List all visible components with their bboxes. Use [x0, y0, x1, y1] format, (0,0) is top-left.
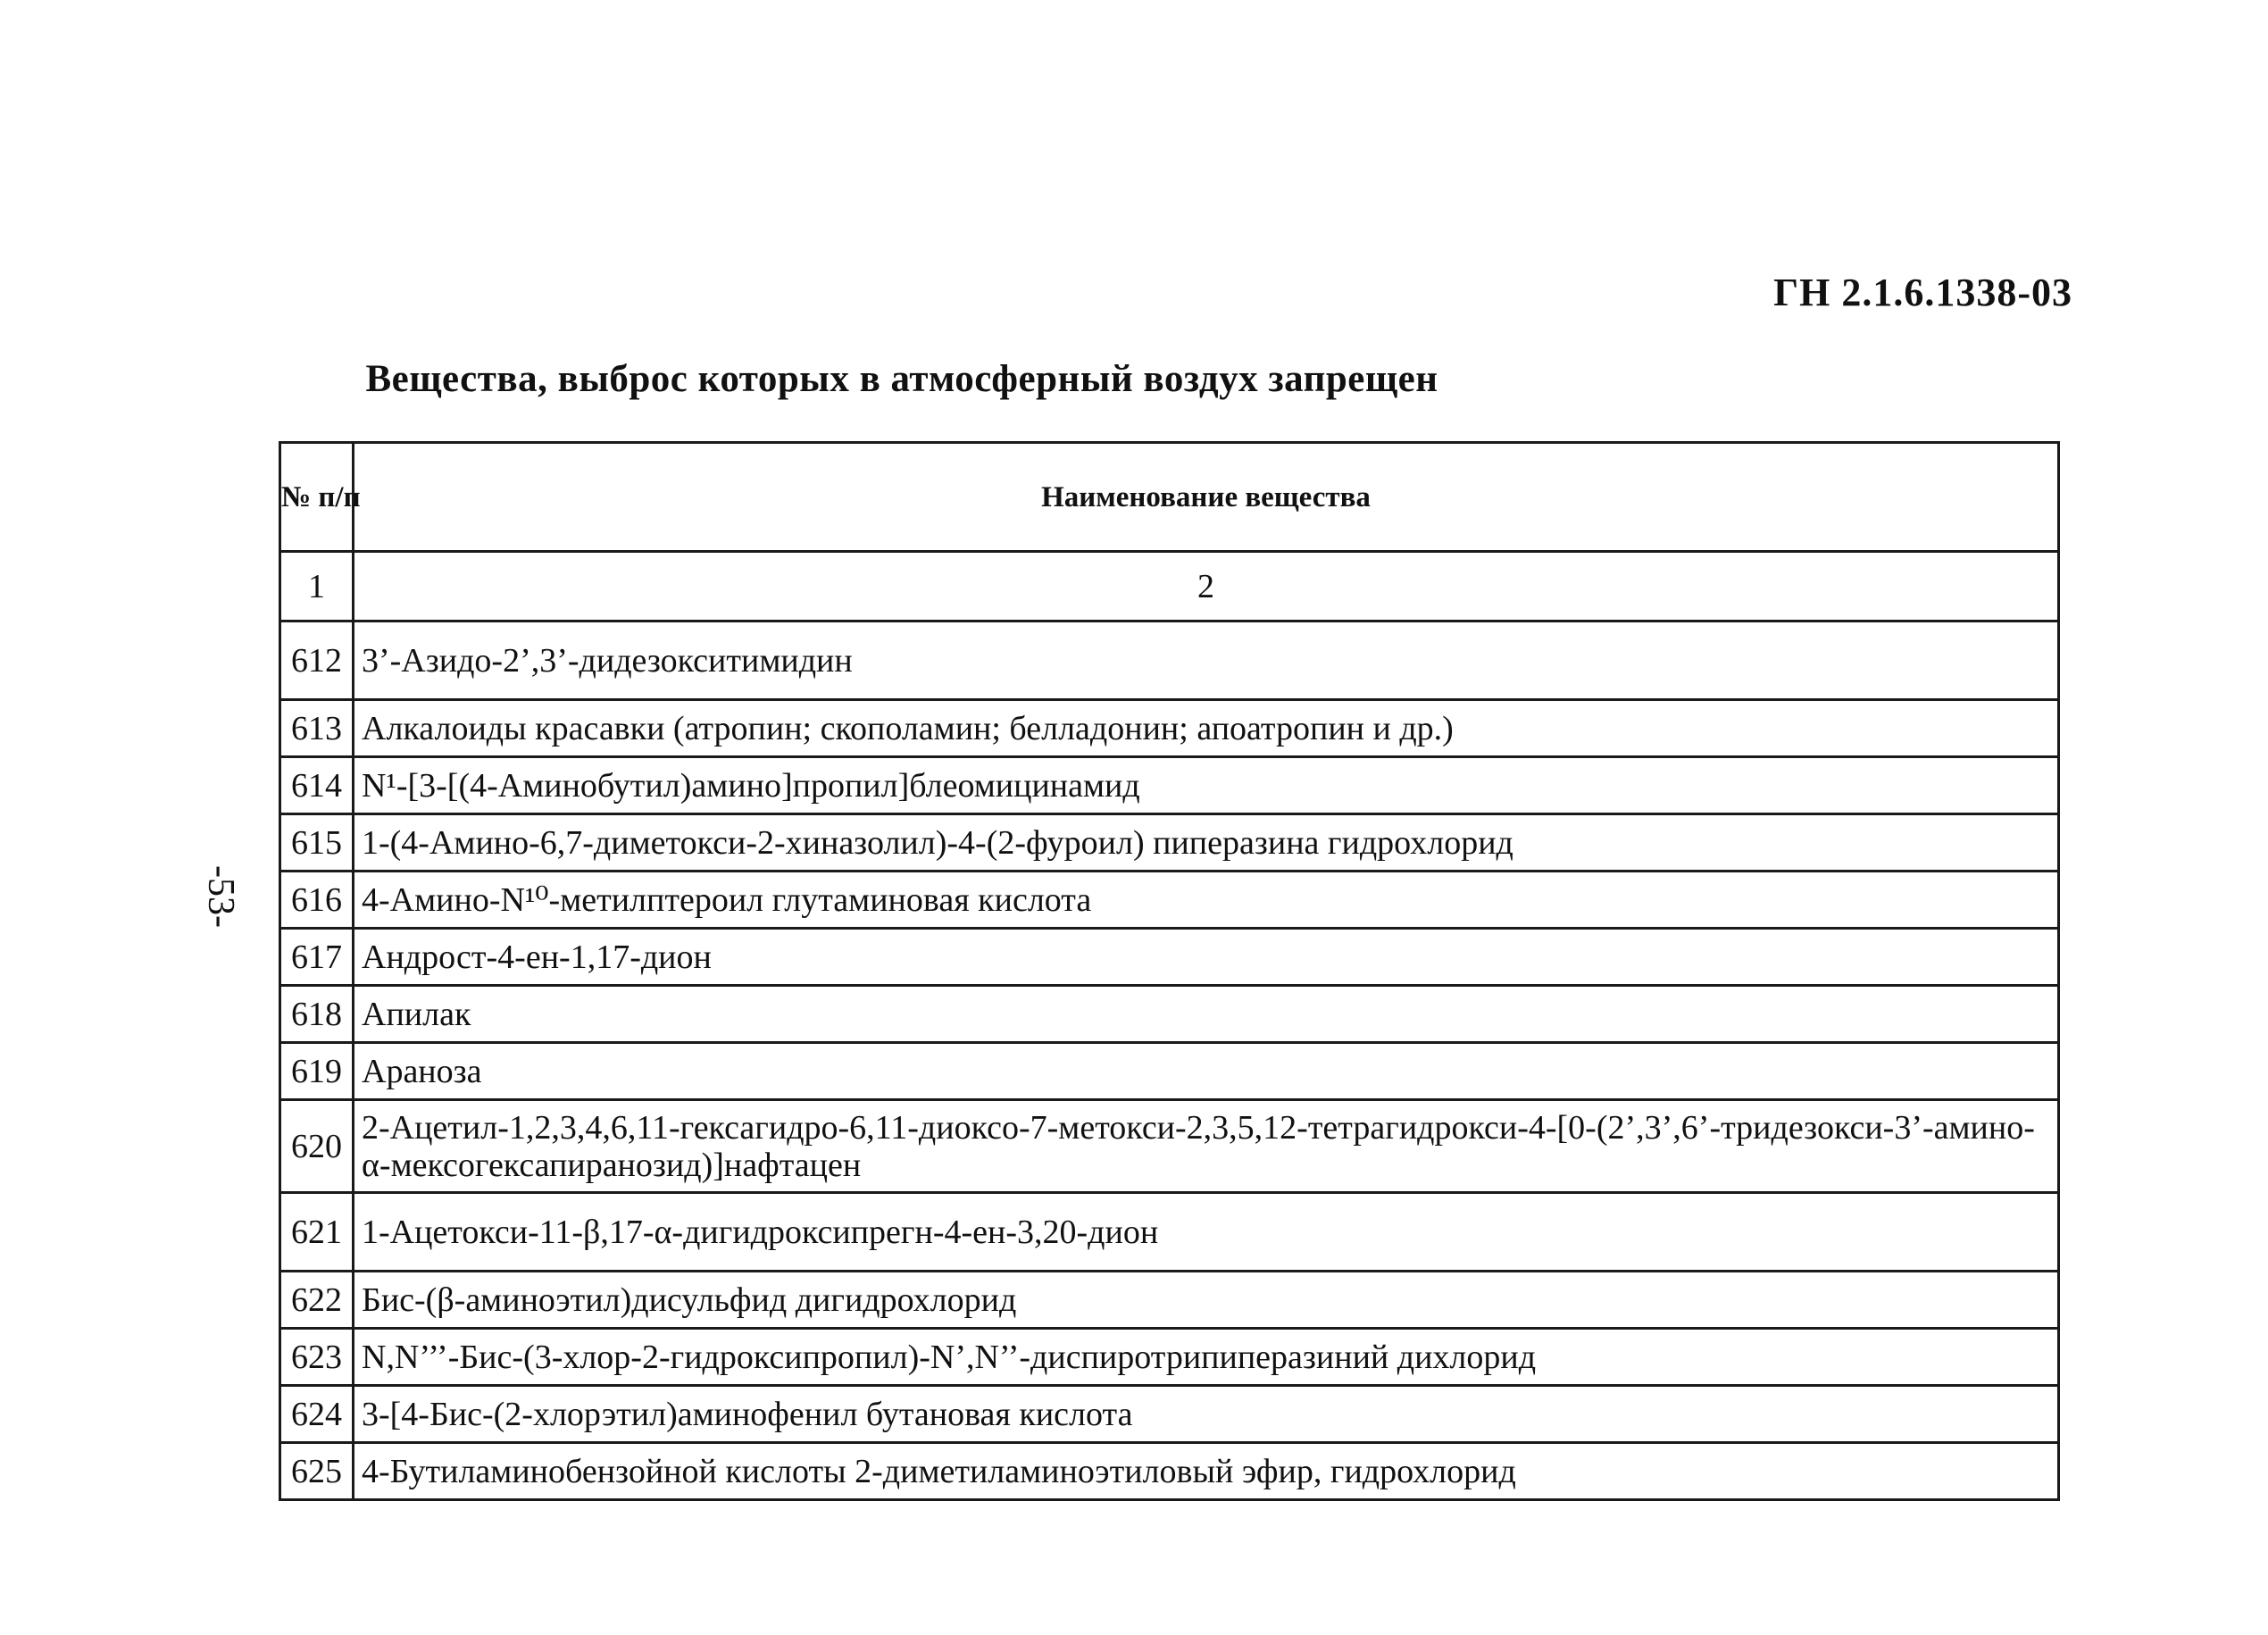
row-number: 614 — [280, 757, 354, 814]
row-number: 623 — [280, 1329, 354, 1386]
substance-name: 4-Амино-N¹⁰-метилптероил глутаминовая кислота — [354, 872, 2059, 929]
substance-name: N¹-[3-[(4-Аминобутил)амино]пропил]блеомицинамид — [354, 757, 2059, 814]
table-row — [280, 1100, 2059, 1193]
row-number: 618 — [280, 986, 354, 1043]
table-header-row — [280, 443, 2059, 552]
table-row — [280, 1329, 2059, 1386]
substance-name: Апилак — [354, 986, 2059, 1043]
table-row — [280, 986, 2059, 1043]
row-number: 625 — [280, 1443, 354, 1500]
column-header-name: Наименование вещества — [354, 443, 2059, 552]
row-number: 617 — [280, 929, 354, 986]
table-row — [280, 757, 2059, 814]
substance-name: Бис-(β-аминоэтил)дисульфид дигидрохлорид — [354, 1272, 2059, 1329]
substances-table — [279, 441, 2060, 1501]
substance-name: 1-Ацетокси-11-β,17-α-дигидроксипрегн-4-ен-3,20-дион — [354, 1193, 2059, 1272]
substance-name: 4-Бутиламинобензойной кислоты 2-диметиламиноэтиловый эфир, гидрохлорид — [354, 1443, 2059, 1500]
column-header-number: № п/п — [280, 443, 354, 552]
table-row — [280, 700, 2059, 757]
substance-name: 3’-Азидо-2’,3’-дидезокситимидин — [354, 621, 2059, 700]
table-row — [280, 929, 2059, 986]
substance-name: 1-(4-Амино-6,7-диметокси-2-хиназолил)-4-(2-фуроил) пиперазина гидрохлорид — [354, 814, 2059, 872]
substance-name: 2-Ацетил-1,2,3,4,6,11-гексагидро-6,11-диоксо-7-метокси-2,3,5,12-тетрагидрокси-4-[0-(2’,3’,6’-тридезокси-3’-амино-α-мексогексапиранозид)]нафтацен — [354, 1100, 2059, 1193]
substance-name: 3-[4-Бис-(2-хлорэтил)аминофенил бутановая кислота — [354, 1386, 2059, 1443]
column-numbers-row — [280, 552, 2059, 621]
table-row — [280, 1386, 2059, 1443]
page-number: -53- — [199, 865, 241, 928]
table-row — [280, 1272, 2059, 1329]
row-number: 622 — [280, 1272, 354, 1329]
substance-name: N,N’’’-Бис-(3-хлор-2-гидроксипропил)-N’,N’’-диспиротрипиперазиний дихлорид — [354, 1329, 2059, 1386]
document-code: ГН 2.1.6.1338-03 — [1773, 271, 2072, 314]
table-row — [280, 1443, 2059, 1500]
substance-name: Алкалоиды красавки (атропин; скополамин; белладонин; апоатропин и др.) — [354, 700, 2059, 757]
row-number: 624 — [280, 1386, 354, 1443]
row-number: 613 — [280, 700, 354, 757]
table-row — [280, 621, 2059, 700]
row-number: 621 — [280, 1193, 354, 1272]
document-title: Вещества, выброс которых в атмосферный воздух запрещен — [365, 358, 1438, 400]
table-row — [280, 1043, 2059, 1100]
row-number: 615 — [280, 814, 354, 872]
substance-name: Араноза — [354, 1043, 2059, 1100]
row-number: 619 — [280, 1043, 354, 1100]
row-number: 620 — [280, 1100, 354, 1193]
column-number-2: 2 — [354, 552, 2059, 621]
table-row — [280, 872, 2059, 929]
column-number-1: 1 — [280, 552, 354, 621]
row-number: 612 — [280, 621, 354, 700]
table-row — [280, 814, 2059, 872]
row-number: 616 — [280, 872, 354, 929]
substance-name: Андрост-4-ен-1,17-дион — [354, 929, 2059, 986]
table-row — [280, 1193, 2059, 1272]
